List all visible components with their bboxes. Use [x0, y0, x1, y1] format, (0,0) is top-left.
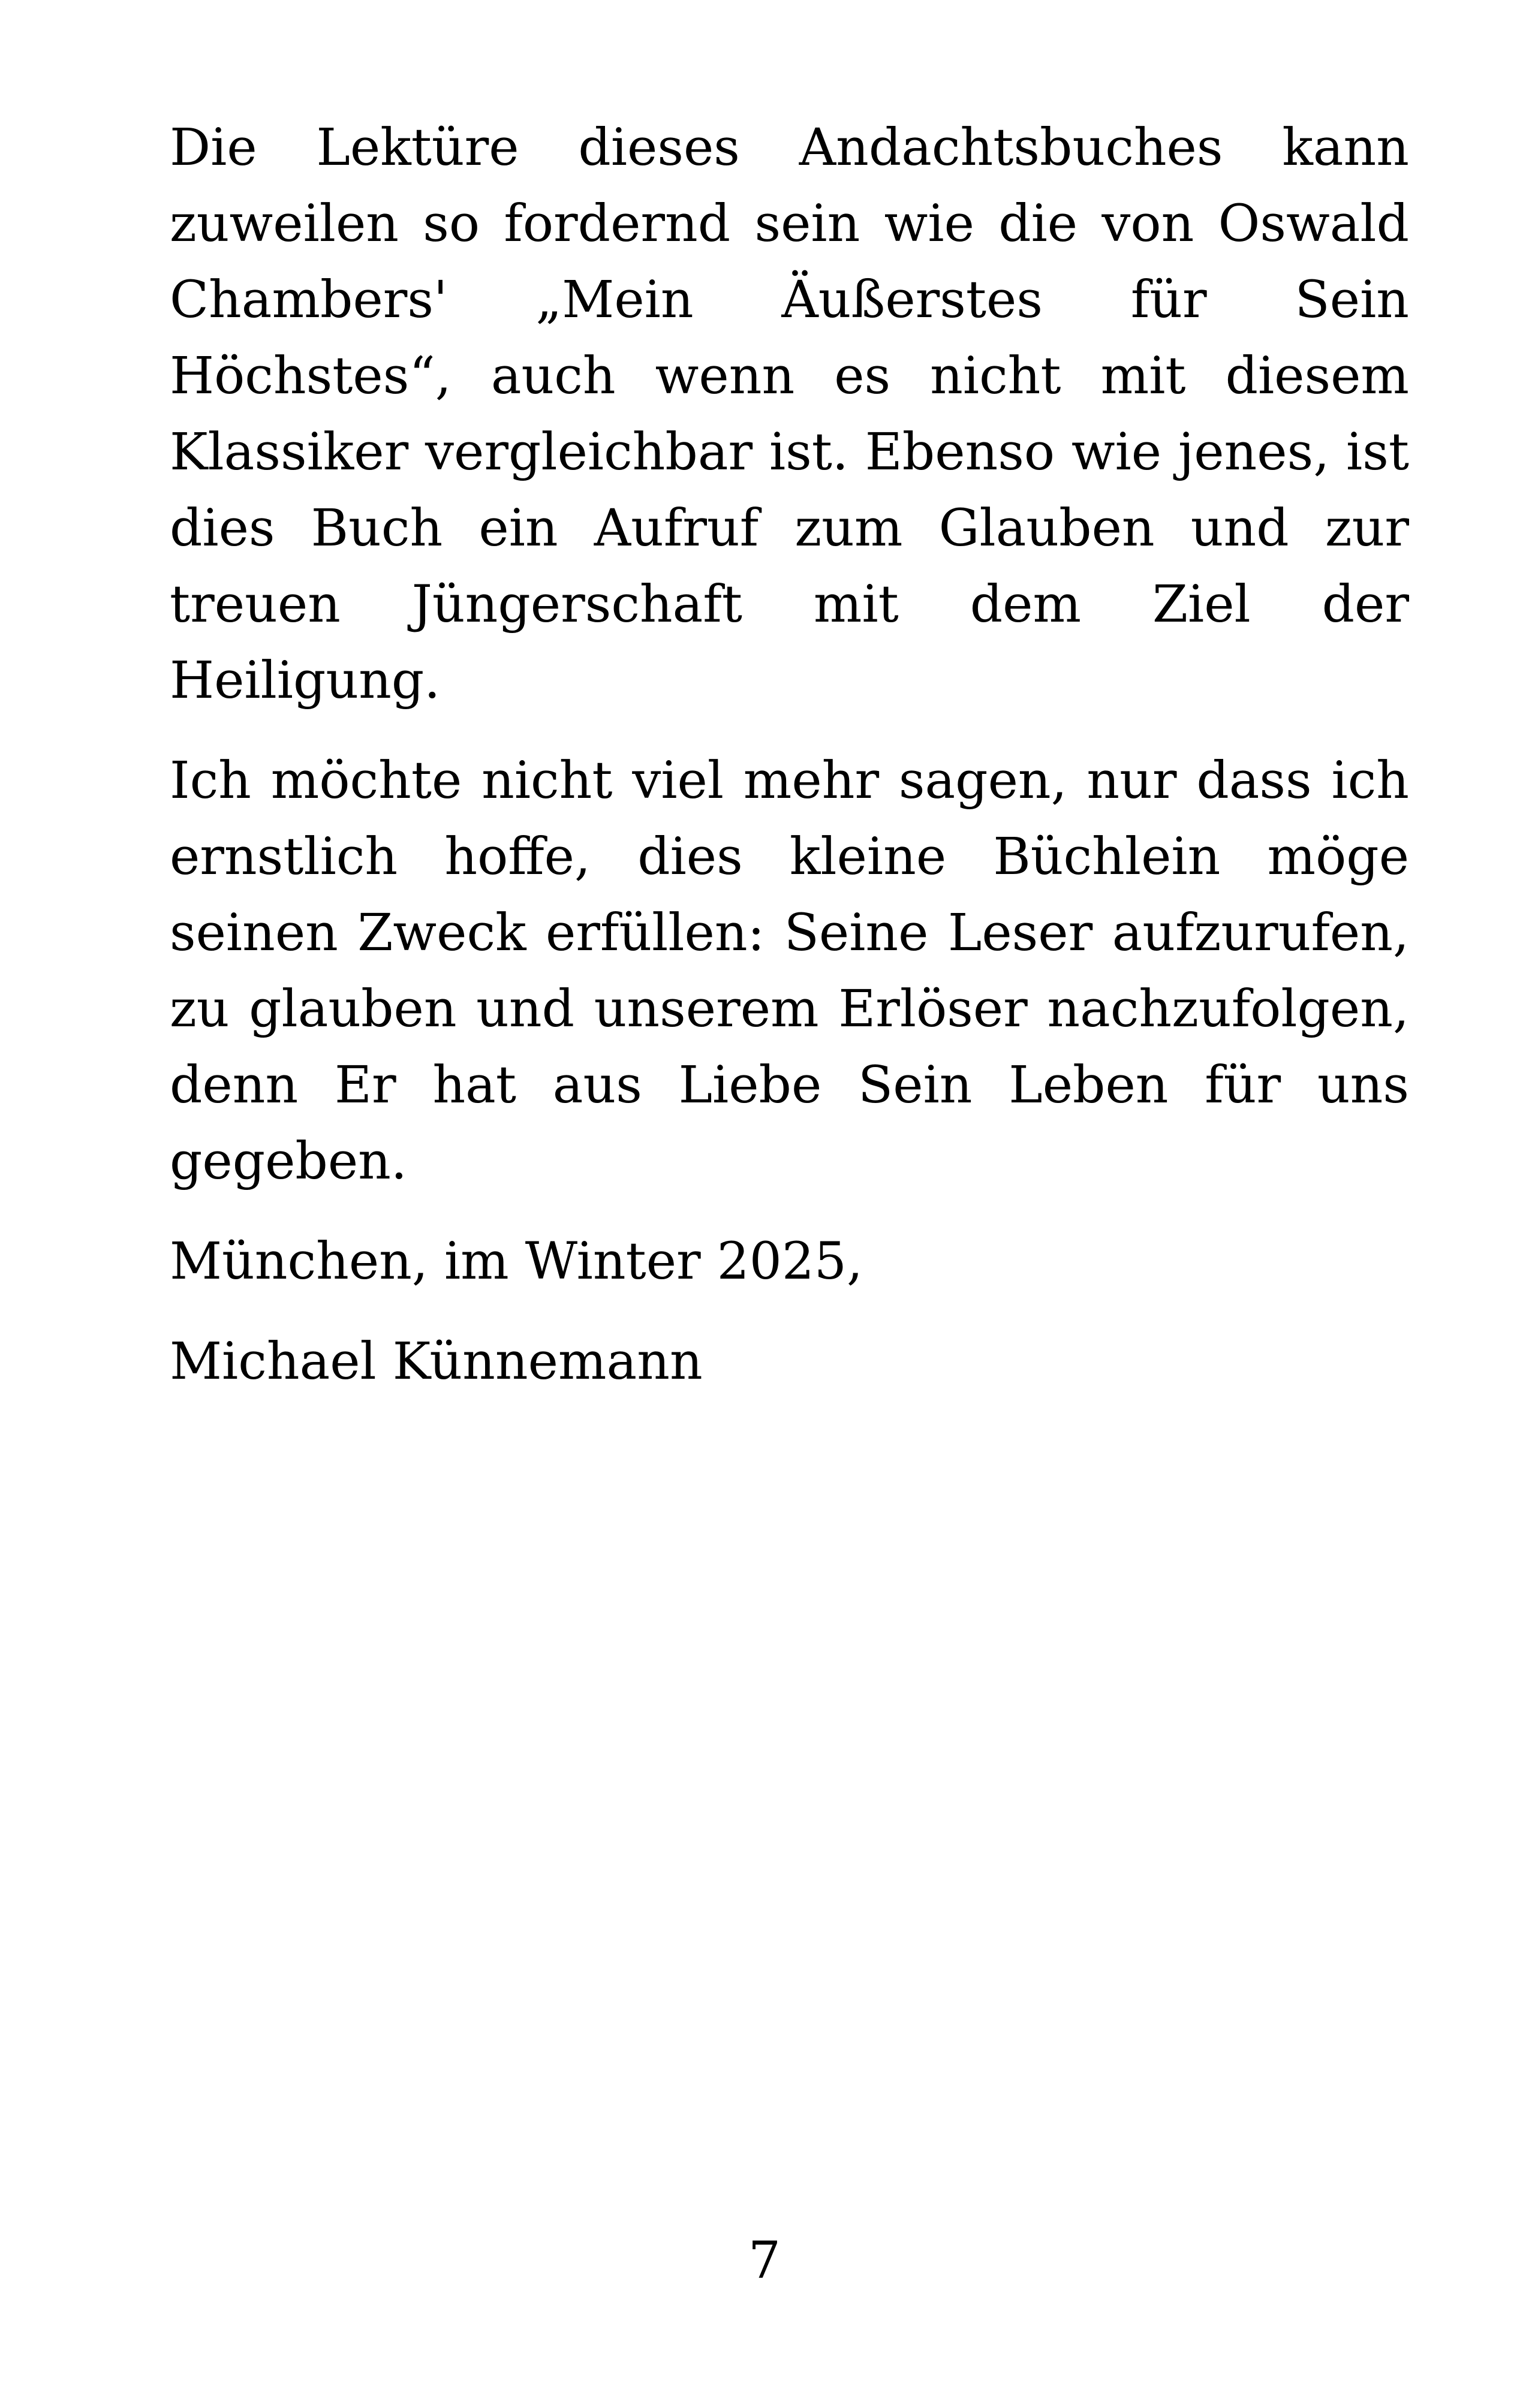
paragraph-2: Ich möchte nicht viel mehr sagen, nur dass ich ernstlich hoffe, dies kleine Büchlein möge seinen Zweck erfüllen: Seine Leser aufzurufen, zu glauben und unserem Erlöser nachzufolgen, denn Er hat aus Liebe Sein Leben für uns gegeben. — [170, 751, 1409, 1191]
author-signature: Michael Künnemann — [170, 1332, 703, 1391]
paragraph-1: Die Lektüre dieses Andachtsbuches kann zuweilen so fordernd sein wie die von Oswald Chambers' „Mein Äußerstes für Sein Höchstes“, auch wenn es nicht mit diesem Klassiker vergleichbar ist. Ebenso wie jenes, ist dies Buch ein Aufruf zum Glauben und zur treuen Jüngerschaft mit dem Ziel der Heiligung. — [170, 118, 1409, 710]
page-number: 7 — [748, 2231, 781, 2291]
closing-place-date: München, im Winter 2025, — [170, 1232, 863, 1291]
page-body — [170, 110, 1409, 1400]
